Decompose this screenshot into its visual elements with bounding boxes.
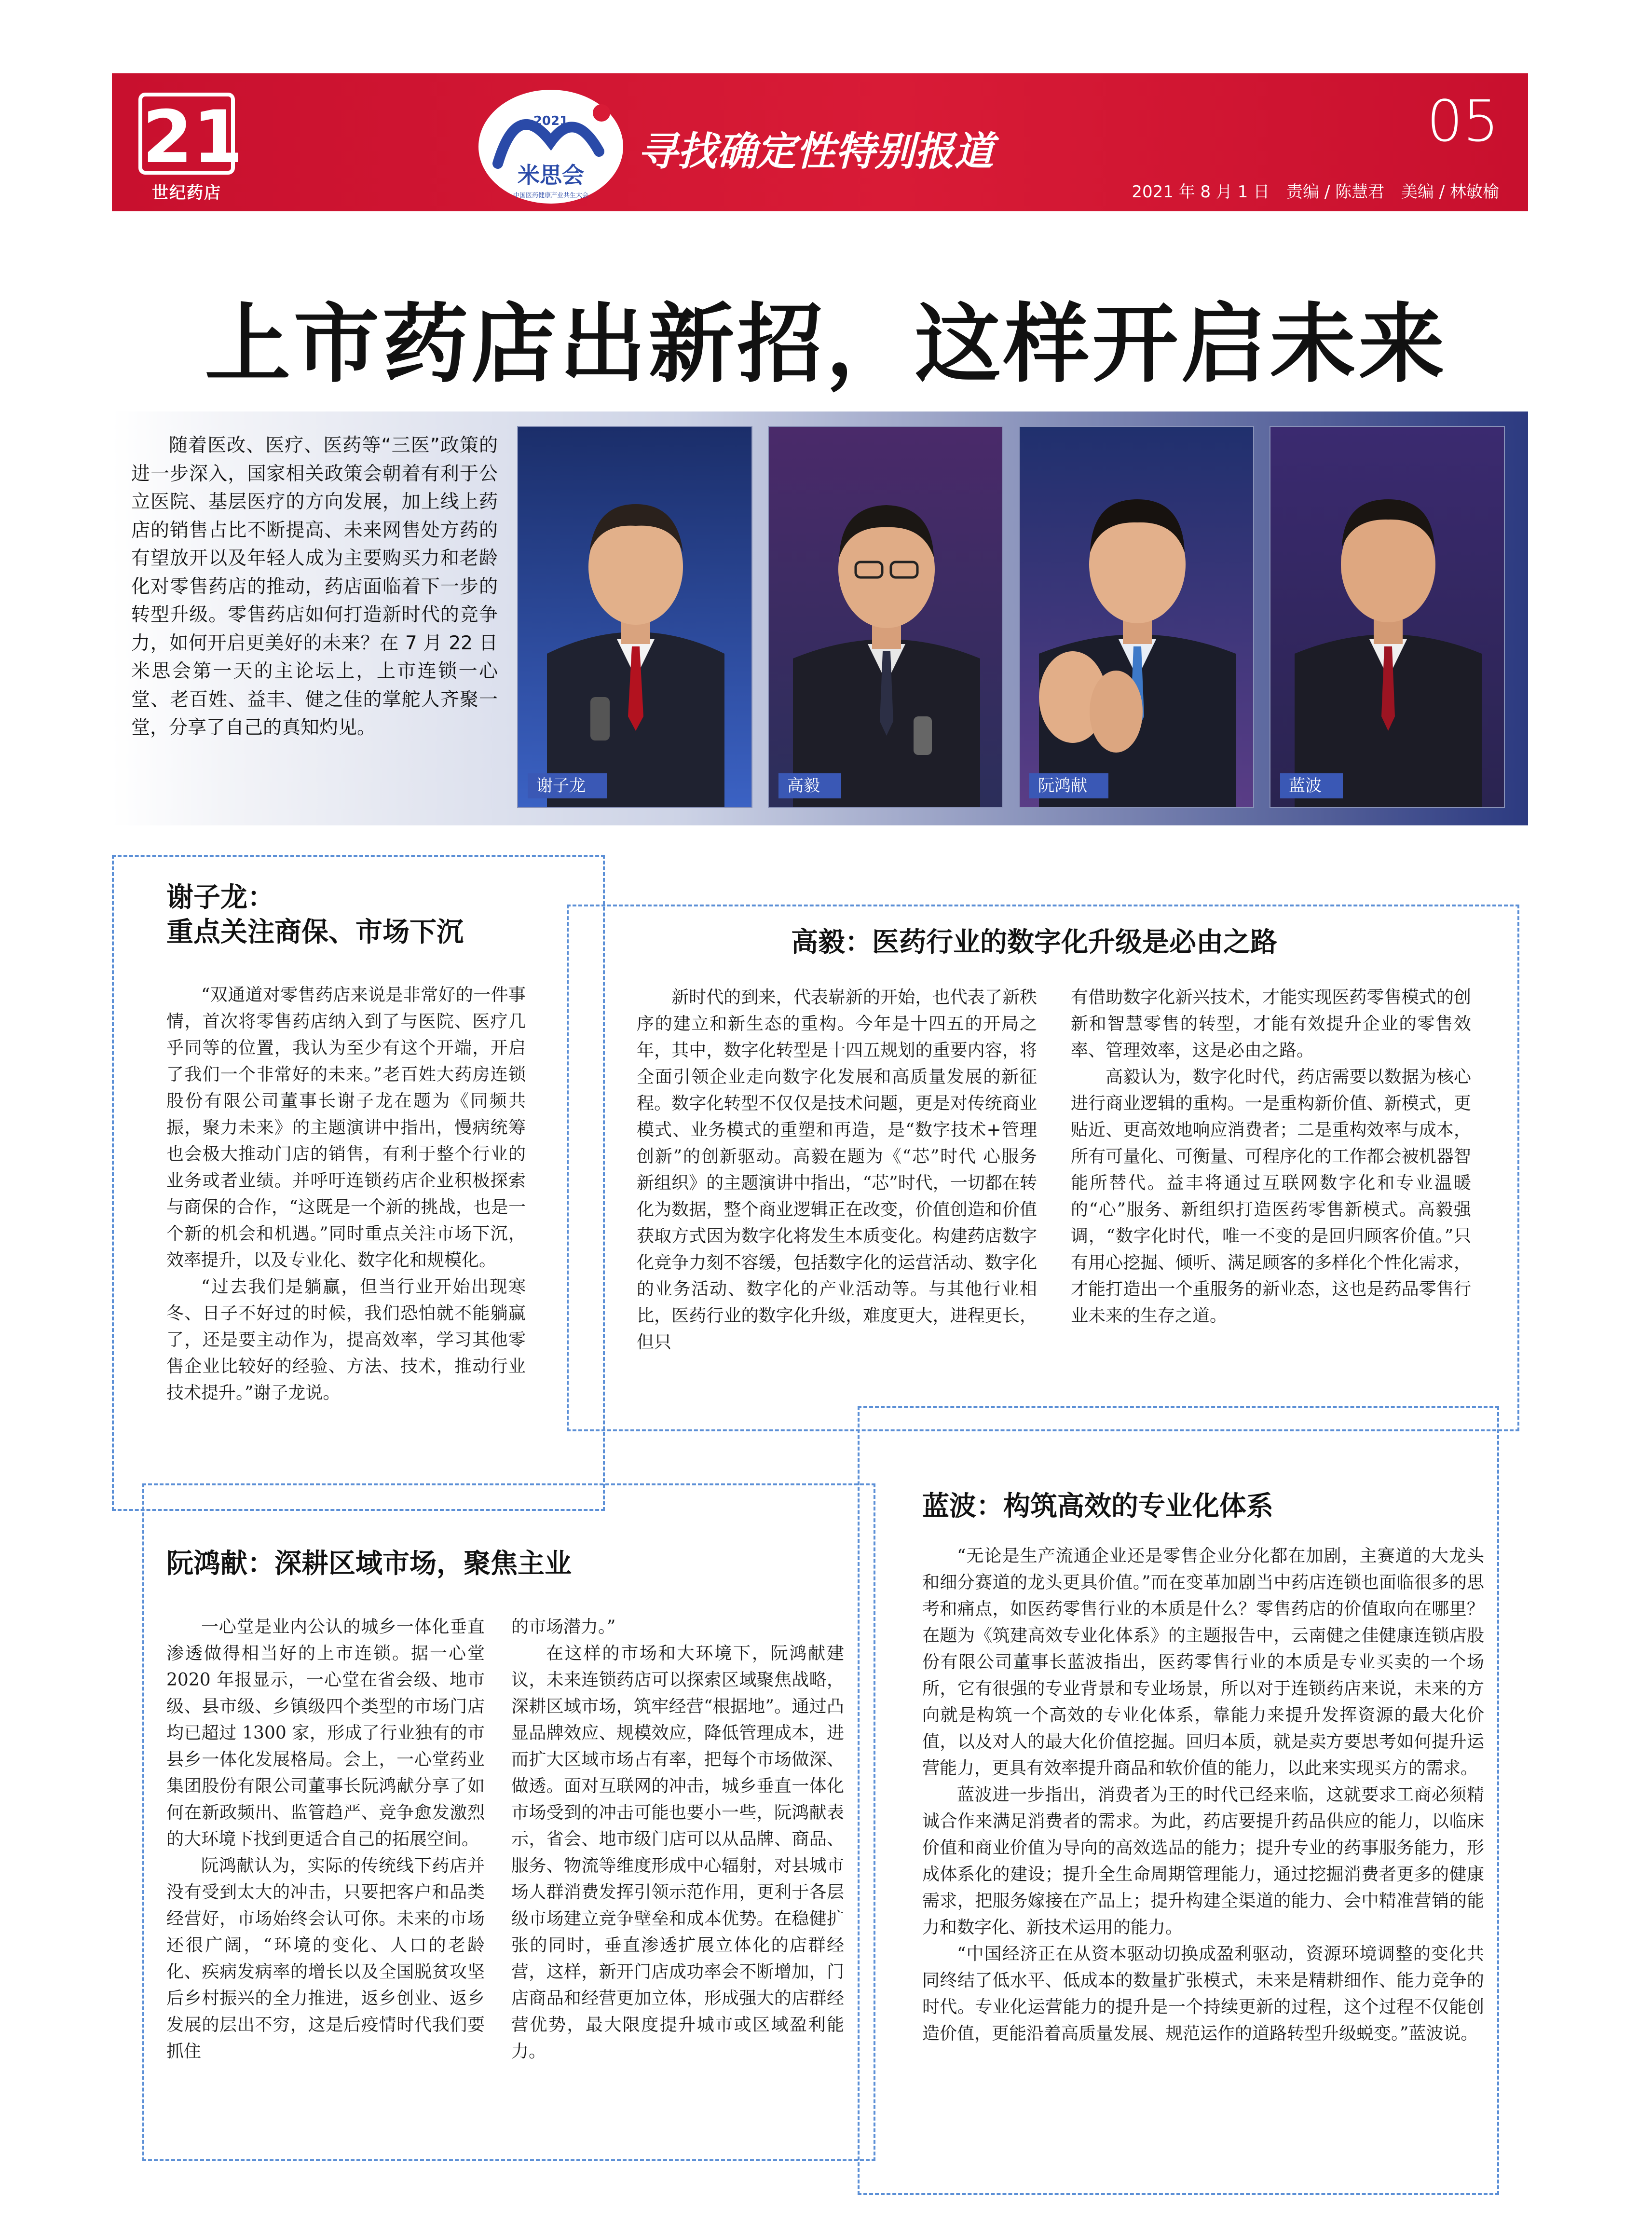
article-paragraph: 的市场潜力。”: [511, 1617, 616, 1637]
intro-text: 随着医改、医疗、医药等“三医”政策的进一步深入，国家相关政策会朝着有利于公立医院、基层医疗的方向发展，加上线上药店的销售占比不断提高、未来网售处方药的有望放开以及年轻人成为主要购买力和老龄化对零售药店的推动，药店面临着下一步的转型升级。零售药店如何打造新时代的竞争力，如何开启更美好的未来？在 7 月 22 日米思会第一天的主论坛上，上市连锁一心堂、老百姓、益丰、健之佳的掌舵人齐聚一堂，分享了自己的真知灼见。: [131, 435, 498, 739]
page-number: 05: [1426, 88, 1499, 154]
masthead-band: [112, 73, 1528, 211]
newspaper-logo: [138, 93, 243, 203]
article-paragraph: 阮鸿献认为，实际的传统线下药店并没有受到太大的冲击，只要把客户和品类经营好，市场始终会认可你。未来的市场还很广阔，“环境的变化、人口的老龄化、疾病发病率的增长以及全国脱贫攻坚后乡村振兴的全力推进，返乡创业、返乡发展的层出不穷，这是后疫情时代我们要抓住: [166, 1856, 485, 2061]
speaker-name-tag: 蓝波: [1280, 773, 1343, 798]
article-paragraph: “无论是生产流通企业还是零售企业分化都在加剧，主赛道的大龙头和细分赛道的龙头更具价值。”而在变革加剧当中药店连锁也面临很多的思考和痛点，如医药零售行业的本质是什么？零售药店的价值取向在哪里？在题为《筑建高效专业化体系》的主题报告中，云南健之佳健康连锁店股份有限公司董事长蓝波指出，医药零售行业的本质是专业买卖的一个场所，它有很强的专业背景和专业场景，所以对于连锁药店来说，未来的方向就是构筑一个高效的专业化体系，靠能力来提升发挥资源的最大化价值，以及对人的最大化价值挖掘。回归本质，就是卖方要思考如何提升运营能力，更具有效率提升商品和软价值的能力，以此来实现买方的需求。: [922, 1546, 1484, 1778]
emblem-year: 2021: [533, 114, 569, 128]
speaker-photo-gao: [768, 426, 1003, 808]
article-title-xie: [166, 880, 464, 950]
speaker-photo-xie: [517, 426, 752, 808]
speaker-portrait-ruan: [1020, 427, 1254, 808]
article-paragraph: 新时代的到来，代表崭新的开始，也代表了新秩序的建立和新生态的重构。今年是十四五的开局之年，其中，数字化转型是十四五规划的重要内容，将全面引领企业走向数字化发展和高质量发展的新征程。数字化转型不仅仅是技术问题，更是对传统商业模式、业务模式的重塑和再造，是“数字技术+管理创新”的创新驱动。高毅在题为《“芯”时代 心服务 新组织》的主题演讲中指出，“芯”时代，一切都在转化为数据，整个商业逻辑正在改变，价值创造和价值获取方式因为数字化将发生本质变化。构建药店数字化竞争力刻不容缓，包括数字化的运营活动、数字化的业务活动、数字化的产业活动等。与其他行业相比，医药行业的数字化升级，难度更大，进程更长，但只: [637, 988, 1037, 1352]
article-body-lan: [922, 1543, 1484, 2047]
speaker-portrait-lan: [1270, 427, 1505, 808]
article-body-xie: [166, 982, 526, 1406]
speaker-portrait-gao: [769, 427, 1003, 808]
speaker-name-tag: 阮鸿献: [1029, 773, 1108, 798]
speaker-name-tag: 谢子龙: [528, 773, 607, 798]
article-paragraph: “过去我们是躺赢，但当行业开始出现寒冬、日子不好过的时候，我们恐怕就不能躺赢了，还是要主动作为，提高效率，学习其他零售企业比较好的经验、方法、技术，推动行业技术提升。”谢子龙说。: [166, 1277, 526, 1403]
conference-emblem: [478, 79, 1019, 207]
article-paragraph: 在这样的市场和大环境下，阮鸿献建议，未来连锁药店可以探索区域聚焦战略，深耕区域市场，筑牢经营“根据地”。通过凸显品牌效应、规模效应，降低管理成本，进而扩大区域市场占有率，把每个市场做深、做透。面对互联网的冲击，城乡垂直一体化市场受到的冲击可能也要小一些，阮鸿献表示，省会、地市级门店可以从品牌、商品、服务、物流等维度形成中心辐射，对县城市场人群消费发挥引领示范作用，更利于各层级市场建立竞争壁垒和成本优势。在稳健扩张的同时，垂直渗透扩展立体化的店群经营，这样，新开门店成功率会不断增加，门店商品和经营更加立体，形成强大的店群经营优势，最大限度提升城市或区域盈利能力。: [511, 1644, 844, 2061]
intro-panel: [112, 411, 1528, 825]
article-body-gao-col1: [637, 984, 1037, 1356]
article-body-ruan-col2: [511, 1614, 844, 2065]
speaker-photo-lan: [1270, 426, 1505, 808]
article-title-xie-line2: 重点关注商保、市场下沉: [166, 917, 464, 948]
article-paragraph: “中国经济正在从资本驱动切换成盈利驱动，资源环境调整的变化共同终结了低水平、低成本的数量扩张模式，未来是精耕细作、能力竞争的时代。专业化运营能力的提升是一个持续更新的过程，这个过程不仅能创造价值，更能沿着高质量发展、规范运作的道路转型升级蜕变。”蓝波说。: [922, 1944, 1484, 2044]
issue-meta: [1120, 178, 1499, 202]
emblem-name: 米思会: [518, 162, 584, 188]
article-body-ruan-col1: [166, 1614, 485, 2065]
speaker-portrait-xie: [518, 427, 752, 808]
article-title-lan: 蓝波：构筑高效的专业化体系: [922, 1491, 1273, 1522]
logo-caption: 世纪药店: [152, 183, 221, 203]
conference-emblem-graphic: [478, 79, 1019, 207]
article-body-gao-col2: [1071, 984, 1471, 1329]
emblem-subtitle: 中国医药健康产业共生大会: [513, 192, 589, 199]
article-paragraph: 一心堂是业内公认的城乡一体化垂直渗透做得相当好的上市连锁。据一心堂 2020 年报显示，一心堂在省会级、地市级、县市级、乡镇级四个类型的市场门店均已超过 1300 家，形成了行业独有的市县乡一体化发展格局。会上，一心堂药业集团股份有限公司董事长阮鸿献分享了如何在新政频出、监管趋严、竞争愈发激烈的大环境下找到更适合自己的拓展空间。: [166, 1617, 485, 1849]
article-title-ruan: 阮鸿献：深耕区域市场，聚焦主业: [166, 1548, 572, 1579]
editor-credit: 责编 / 陈慧君: [1286, 182, 1385, 202]
special-report-title: 寻找确定性特别报道: [638, 128, 994, 175]
designer-credit: 美编 / 林敏榆: [1401, 182, 1499, 202]
issue-date: 2021 年 8 月 1 日: [1132, 182, 1270, 202]
article-paragraph: 有借助数字化新兴技术，才能实现医药零售模式的创新和智慧零售的转型，才能有效提升企业的零售效率、管理效率，这是必由之路。: [1071, 988, 1471, 1060]
speaker-photo-ruan: [1019, 426, 1254, 808]
article-paragraph: 高毅认为，数字化时代，药店需要以数据为核心进行商业逻辑的重构。一是重构新价值、新模式，更贴近、更高效地响应消费者；二是重构效率与成本，所有可量化、可衡量、可程序化的工作都会被机器智能所替代。益丰将通过互联网数字化和专业温暖的“心”服务、新组织打造医药零售新模式。高毅强调，“数字化时代，唯一不变的是回归顾客价值。”只有用心挖掘、倾听、满足顾客的多样化个性化需求，才能打造出一个重服务的新业态，这也是药品零售行业未来的生存之道。: [1071, 1067, 1471, 1326]
article-title-xie-line1: 谢子龙：: [166, 882, 274, 913]
speaker-name-tag: 高毅: [778, 773, 841, 798]
article-paragraph: 蓝波进一步指出，消费者为王的时代已经来临，这就要求工商必须精诚合作来满足消费者的需求。为此，药店要提升药品供应的能力，以临床价值和商业价值为导向的高效选品的能力；提升专业的药事服务能力，形成体系化的建设；提升全生命周期管理能力，通过挖掘消费者更多的健康需求，把服务嫁接在产品上；提升构建全渠道的能力、会中精准营销的能力和数字化、新技术运用的能力。: [922, 1785, 1484, 1937]
article-title-gao: 高毅：医药行业的数字化升级是必由之路: [791, 927, 1277, 958]
main-headline: 上市药店出新招，这样开启未来: [205, 293, 1447, 394]
logo-number: 21: [138, 93, 235, 175]
article-paragraph: “双通道对零售药店来说是非常好的一件事情，首次将零售药店纳入到了与医院、医疗几乎同等的位置，我认为至少有这个开端，开启了我们一个非常好的未来。”老百姓大药房连锁股份有限公司董事长谢子龙在题为《同频共振，聚力未来》的主题演讲中指出，慢病统筹也会极大推动门店的销售，有利于整个行业的业务或者业绩。并呼吁连锁药店企业积极探索与商保的合作，“这既是一个新的挑战，也是一个新的机会和机遇。”同时重点关注市场下沉，效率提升，以及专业化、数字化和规模化。: [166, 985, 526, 1270]
